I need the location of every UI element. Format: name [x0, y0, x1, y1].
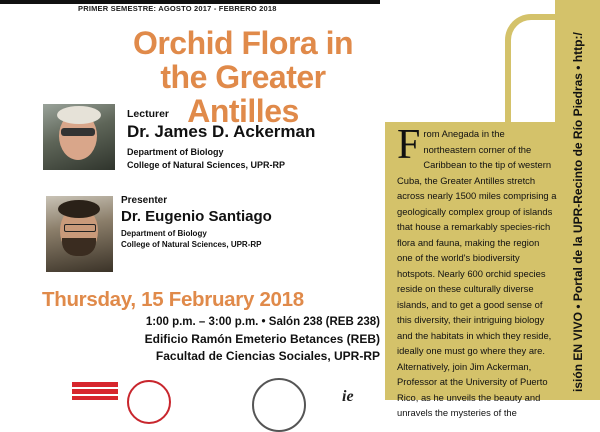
top-banner — [0, 0, 380, 22]
presenter-department: Department of Biology — [121, 229, 207, 238]
event-title-line2: the Greater Antilles — [160, 59, 326, 129]
event-date: Thursday, 15 February 2018 — [42, 288, 304, 311]
semester-label: PRIMER SEMESTRE: AGOSTO 2017 - FEBRERO 2018 — [78, 4, 277, 13]
presenter-photo — [46, 196, 113, 272]
event-faculty: Facultad de Ciencias Sociales, UPR-RP — [155, 349, 380, 363]
presenter-affiliation — [121, 228, 261, 250]
lecturer-department: Department of Biology — [127, 147, 224, 157]
abstract-dropcap: F — [397, 122, 421, 168]
abstract-text — [397, 122, 557, 421]
sponsor-logo-mark: ie — [342, 388, 354, 405]
event-building: Edificio Ramón Emeterio Betances (REB) — [144, 332, 380, 346]
presenter-name: Dr. Eugenio Santiago — [121, 208, 272, 225]
lecturer-college: College of Natural Sciences, UPR-RP — [127, 160, 286, 170]
vertical-banner-text: isión EN VIVO • Portal de la UPR-Recinto de Río Piedras • http:/ — [571, 32, 585, 392]
sponsor-logos — [42, 378, 382, 405]
glasses-icon — [64, 224, 96, 232]
institute-seal-logo — [252, 378, 306, 432]
lecturer-role: Lecturer — [127, 108, 170, 120]
lecturer-name: Dr. James D. Ackerman — [127, 122, 316, 141]
presenter-hair — [58, 200, 100, 218]
sunglasses-icon — [61, 128, 95, 136]
presenter-role: Presenter — [121, 195, 168, 206]
abstract-sidebar — [385, 0, 600, 418]
sponsor-logo-red — [72, 382, 118, 400]
event-title-line1: Orchid Flora in — [132, 25, 354, 61]
sidebar-curve-decoration — [505, 14, 555, 122]
abstract-body: rom Anegada in the northeastern corner of the Caribbean to the tip of western Cuba, the Greater Antilles stretch across nearly 1500 miles comprising a geologically complex group of islands that house a remarkably species-rich flora and fauna, making the region one of the world's biodiversity hotspots. Nearly 600 orchid species reside on these culturally diverse islands, and to get a good sense of this diversity, their intriguing biology and the habitats in which they reside, ideally one must go where they are. Alternatively, join Jim Ackerman, Professor at the University of Puerto Rico, as he unveils the beauty and unravels the mysteries of the — [397, 128, 557, 418]
lecturer-hair — [57, 106, 101, 124]
vertical-banner — [570, 0, 600, 400]
event-time-place: 1:00 p.m. – 3:00 p.m. • Salón 238 (REB 238) — [145, 316, 380, 328]
lecturer-photo — [43, 104, 115, 170]
university-seal-logo — [127, 380, 171, 424]
event-details — [100, 314, 380, 365]
lecturer-affiliation — [127, 146, 285, 172]
presenter-college: College of Natural Sciences, UPR-RP — [121, 240, 262, 249]
presenter-beard — [62, 238, 96, 256]
